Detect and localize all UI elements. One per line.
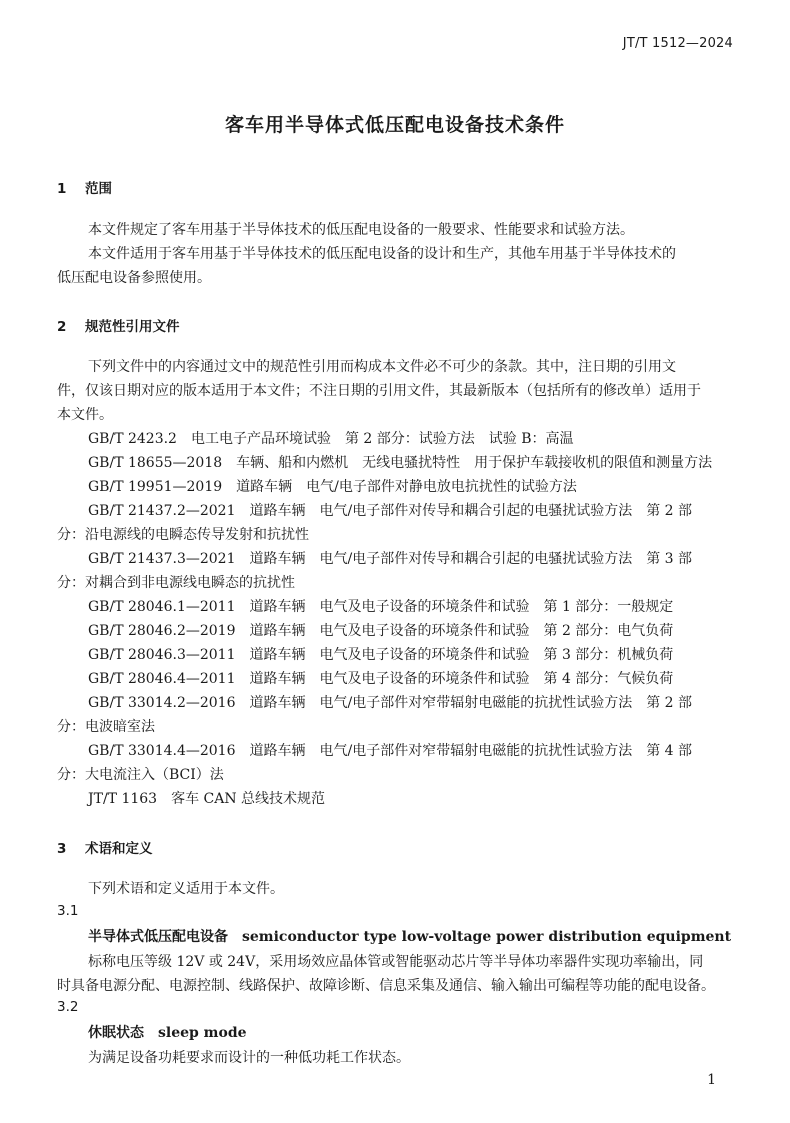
paragraph-line: 下列文件中的内容通过文中的规范性引用而构成本文件必不可少的条款。其中，注日期的引用文 (88, 359, 676, 375)
definition-line: 为满足设备功耗要求而设计的一种低功耗工作状态。 (88, 1050, 410, 1066)
paragraph-line: 下列术语和定义适用于本文件。 (88, 881, 284, 897)
reference-item: GB/T 28046.2—2019 道路车辆 电气及电子设备的环境条件和试验 第 2 部分：电气负荷 (88, 623, 674, 639)
definition-line: 标称电压等级 12V 或 24V，采用场效应晶体管或智能驱动芯片等半导体功率器件实现功率输出，同 (88, 954, 704, 970)
reference-item: GB/T 28046.4—2011 道路车辆 电气及电子设备的环境条件和试验 第 4 部分：气候负荷 (88, 671, 674, 687)
section-title: 规范性引用文件 (85, 319, 180, 335)
reference-item-continued: 分：对耦合到非电源线电瞬态的抗扰性 (57, 575, 295, 591)
reference-item-continued: 分：大电流注入（BCI）法 (57, 767, 224, 783)
paragraph-line: 本文件适用于客车用基于半导体技术的低压配电设备的设计和生产，其他车用基于半导体技术的 (88, 246, 676, 262)
reference-item: GB/T 18655—2018 车辆、船和内燃机 无线电骚扰特性 用于保护车载接收机的限值和测量方法 (88, 455, 713, 471)
section-1-heading (57, 177, 112, 197)
reference-item: GB/T 33014.2—2016 道路车辆 电气/电子部件对窄带辐射电磁能的抗扰性试验方法 第 2 部 (88, 695, 693, 711)
section-number: 3 (57, 841, 67, 857)
reference-item-continued: 分：电波暗室法 (57, 719, 155, 735)
reference-item: GB/T 19951—2019 道路车辆 电气/电子部件对静电放电抗扰性的试验方法 (88, 479, 577, 495)
reference-item: GB/T 28046.1—2011 道路车辆 电气及电子设备的环境条件和试验 第 1 部分：一般规定 (88, 599, 674, 615)
term-heading: 半导体式低压配电设备 semiconductor type low-voltage power distribution equipment (88, 929, 732, 945)
section-2-heading (57, 315, 180, 335)
section-number: 2 (57, 319, 67, 335)
clause-number: 3.2 (57, 999, 79, 1015)
reference-item: JT/T 1163 客车 CAN 总线技术规范 (88, 791, 326, 807)
reference-item: GB/T 21437.3—2021 道路车辆 电气/电子部件对传导和耦合引起的电骚扰试验方法 第 3 部 (88, 551, 693, 567)
clause-number: 3.1 (57, 903, 79, 919)
document-title: 客车用半导体式低压配电设备技术条件 (224, 114, 565, 136)
reference-item: GB/T 2423.2 电工电子产品环境试验 第 2 部分：试验方法 试验 B：高温 (88, 431, 574, 447)
term-heading: 休眠状态 sleep mode (88, 1025, 247, 1041)
section-title: 范围 (85, 181, 112, 197)
standard-number: JT/T 1512—2024 (622, 36, 733, 51)
section-number: 1 (57, 181, 67, 197)
page-number: 1 (707, 1072, 716, 1088)
reference-item-continued: 分：沿电源线的电瞬态传导发射和抗扰性 (57, 527, 309, 543)
reference-item: GB/T 21437.2—2021 道路车辆 电气/电子部件对传导和耦合引起的电骚扰试验方法 第 2 部 (88, 503, 693, 519)
paragraph-line: 低压配电设备参照使用。 (57, 270, 211, 286)
section-3-heading (57, 837, 153, 857)
paragraph-line: 本文件。 (57, 407, 113, 423)
reference-item: GB/T 28046.3—2011 道路车辆 电气及电子设备的环境条件和试验 第 3 部分：机械负荷 (88, 647, 674, 663)
section-title: 术语和定义 (85, 841, 153, 857)
reference-item: GB/T 33014.4—2016 道路车辆 电气/电子部件对窄带辐射电磁能的抗扰性试验方法 第 4 部 (88, 743, 693, 759)
paragraph: 本文件规定了客车用基于半导体技术的低压配电设备的一般要求、性能要求和试验方法。 (88, 222, 634, 238)
definition-line: 时具备电源分配、电源控制、线路保护、故障诊断、信息采集及通信、输入输出可编程等功能的配电设备。 (57, 978, 715, 994)
paragraph-line: 件，仅该日期对应的版本适用于本文件；不注日期的引用文件，其最新版本（包括所有的修改单）适用于 (57, 383, 701, 399)
